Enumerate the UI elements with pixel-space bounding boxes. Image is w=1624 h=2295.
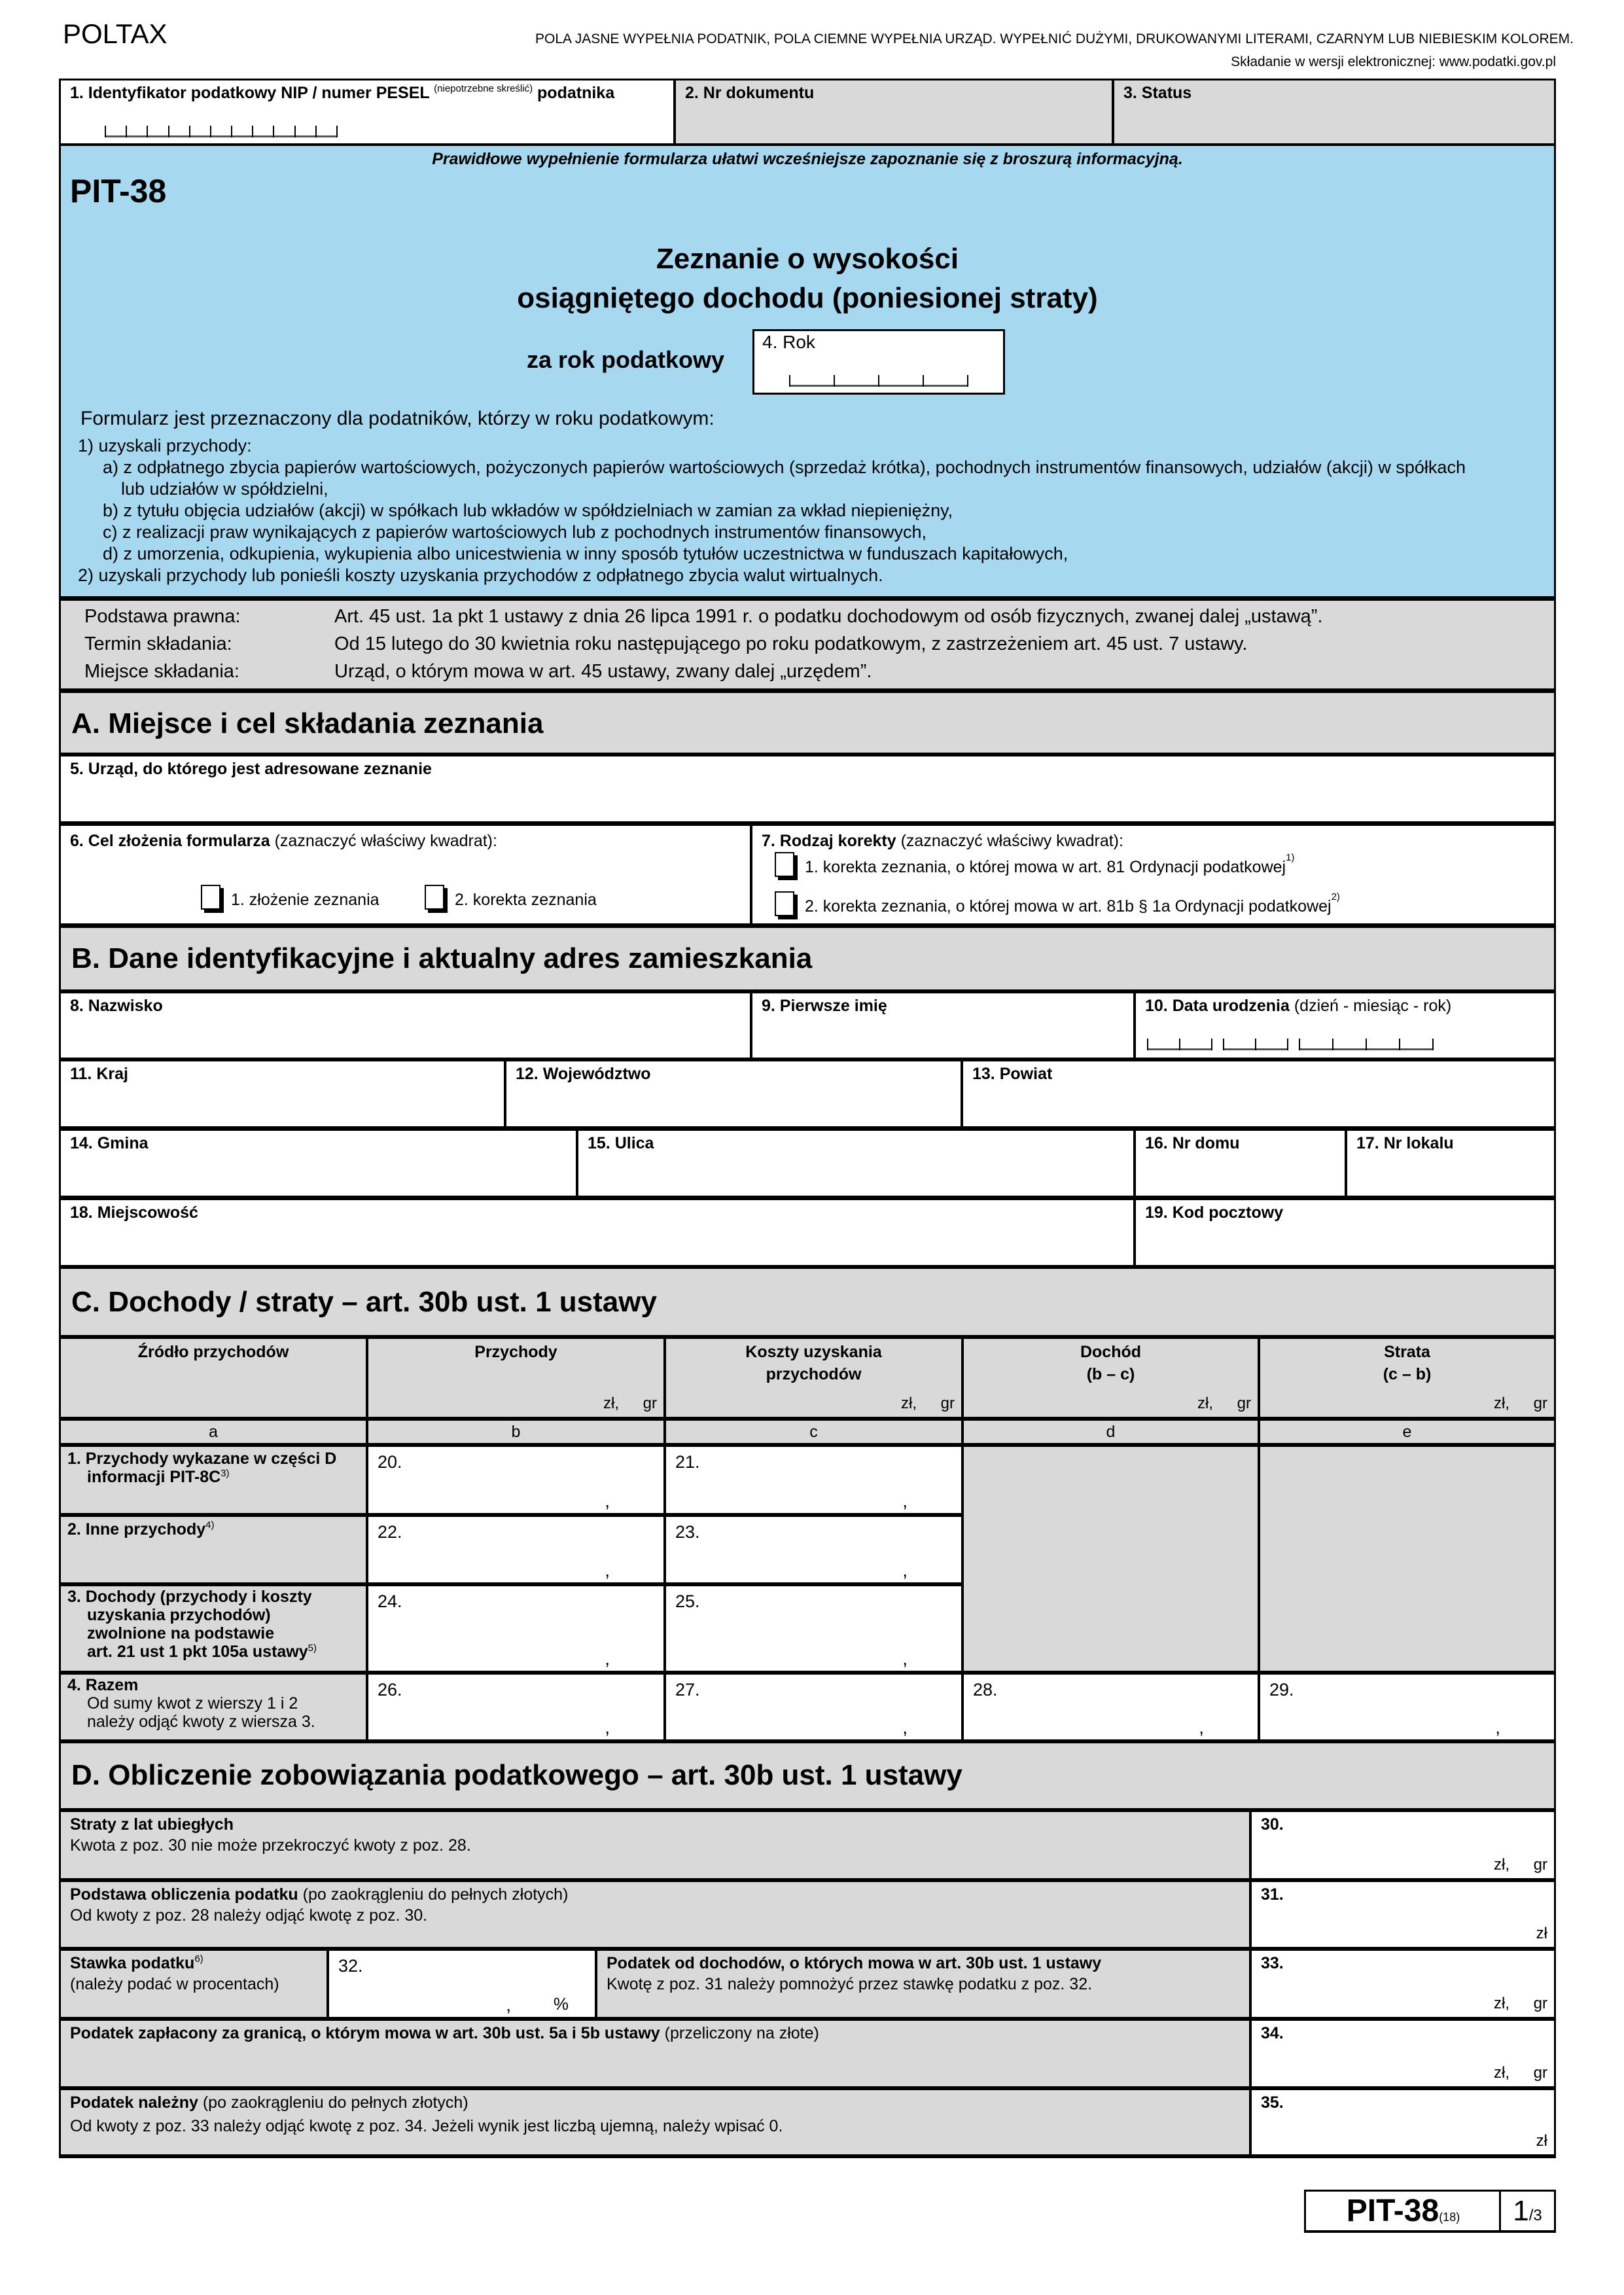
digit-divider xyxy=(336,126,338,137)
col-letter-e: e xyxy=(1258,1417,1556,1445)
field-16-house-number[interactable] xyxy=(1134,1127,1347,1198)
digit-divider xyxy=(1399,1039,1400,1050)
digit-divider xyxy=(1287,1039,1288,1050)
field-22[interactable]: 22. , xyxy=(366,1513,665,1584)
field-35[interactable]: 35. zł xyxy=(1250,2086,1556,2158)
option-filing[interactable]: 1. złożenie zeznania xyxy=(201,885,380,910)
field-7-correction-type xyxy=(750,822,1556,925)
field-13-county[interactable] xyxy=(961,1058,1556,1128)
form-title-line-1: Zeznanie o wysokości xyxy=(656,243,959,275)
col-letter-c: c xyxy=(664,1417,963,1445)
field-12-voivodeship[interactable] xyxy=(504,1058,962,1128)
field-11-country[interactable] xyxy=(59,1058,506,1128)
tax-year-label: za rok podatkowy xyxy=(527,346,725,373)
section-a-title: A. Miejsce i cel składania zeznania xyxy=(71,707,544,739)
field-3-status xyxy=(1112,79,1556,145)
fill-instructions: POLA JASNE WYPEŁNIA PODATNIK, POLA CIEMNE WYPEŁNIA URZĄD. WYPEŁNIĆ DUŻYMI, DRUKOWANYMI LITERAMI, CZARNYM LUB NIEBIESKIM KOLOREM. xyxy=(535,31,1574,46)
field-20[interactable]: 20. , xyxy=(366,1443,665,1515)
checkbox-icon[interactable] xyxy=(775,891,794,916)
field-28[interactable]: 28. , xyxy=(962,1671,1260,1741)
section-c-header xyxy=(59,1265,1556,1337)
field-15-street[interactable] xyxy=(576,1127,1135,1198)
purpose-item: lub udziałów w spółdzielni, xyxy=(121,479,328,499)
field-27[interactable]: 27. , xyxy=(664,1671,963,1741)
filing-place-label: Miejsce składania: xyxy=(84,661,239,682)
field-26[interactable]: 26. , xyxy=(366,1671,665,1741)
digit-divider xyxy=(1147,1039,1148,1050)
brand-logo: POLTAX xyxy=(63,18,168,49)
digit-divider xyxy=(168,126,169,137)
field-32-tax-rate[interactable]: 32. , % xyxy=(327,1947,597,2019)
section-c-title: C. Dochody / straty – art. 30b ust. 1 ustawy xyxy=(71,1286,657,1318)
col-header-costs: Koszty uzyskania przychodów zł, gr xyxy=(664,1335,963,1419)
field-9-label: 9. Pierwsze imię xyxy=(762,997,887,1015)
digit-divider xyxy=(315,126,317,137)
footer-form-id: PIT-38(18) xyxy=(1304,2190,1500,2233)
field-6-purpose xyxy=(59,822,752,925)
digit-divider xyxy=(273,126,274,137)
year-digit-grid xyxy=(790,376,968,387)
digit-divider xyxy=(1179,1039,1180,1050)
field-14-label: 14. Gmina xyxy=(70,1134,149,1152)
field-10-label: 10. Data urodzenia (dzień - miesiąc - rok) xyxy=(1145,997,1452,1015)
section-d-header xyxy=(59,1739,1556,1810)
field-17-apartment-number[interactable] xyxy=(1345,1127,1556,1198)
field-24[interactable]: 24. , xyxy=(366,1582,665,1673)
field-17-label: 17. Nr lokalu xyxy=(1356,1134,1454,1152)
option-correction-art-81[interactable]: 1. korekta zeznania, o której mowa w art. 81 Ordynacji podatkowej$^{1)}$ xyxy=(775,852,1294,877)
digit-divider xyxy=(1223,1039,1224,1050)
year-digit-grid xyxy=(1299,1039,1433,1050)
title-panel xyxy=(59,144,1556,598)
digit-divider xyxy=(1432,1039,1434,1050)
option-correction-art-81b[interactable]: 2. korekta zeznania, o której mowa w art. 81b § 1a Ordynacji podatkowej$^{2)}$ xyxy=(775,891,1340,916)
col-letter-d: d xyxy=(962,1417,1260,1445)
field-14-commune[interactable] xyxy=(59,1127,578,1198)
col-header-source: Źródło przychodów xyxy=(59,1335,368,1419)
field-8-label: 8. Nazwisko xyxy=(70,997,163,1015)
purpose-item: d) z umorzenia, odkupienia, wykupienia albo unicestwienia w inny sposób tytułów uczestnictwa w funduszach kapitałowych, xyxy=(103,544,1068,563)
col-header-loss: Strata (c – b) zł, gr xyxy=(1258,1335,1556,1419)
income-col-rows-1-3-shaded xyxy=(962,1443,1260,1673)
field-6-label: 6. Cel złożenia formularza (zaznaczyć właściwy kwadrat): xyxy=(70,832,497,850)
deadline-value: Od 15 lutego do 30 kwietnia roku następującego po roku podatkowym, z zastrzeżeniem art. 45 ust. 7 ustawy. xyxy=(334,633,1248,654)
section-a-header xyxy=(59,689,1556,755)
section-b-header xyxy=(59,924,1556,991)
purpose-item: b) z tytułu objęcia udziałów (akcji) w spółkach lub wkładów w spółdzielniach w zamian za wkład niepieniężny, xyxy=(103,501,953,520)
filing-place-value: Urząd, o którym mowa w art. 45 ustawy, zwany dalej „urzędem”. xyxy=(334,661,872,682)
checkbox-icon[interactable] xyxy=(775,852,794,877)
field-5-label: 5. Urząd, do którego jest adresowane zeznanie xyxy=(70,760,432,778)
legal-basis-label: Podstawa prawna: xyxy=(84,606,241,627)
row-2-label: 2. Inne przychody$^{4)}$ xyxy=(59,1513,368,1584)
deadline-label: Termin składania: xyxy=(84,633,232,654)
digit-divider xyxy=(105,126,106,137)
hint-text: Prawidłowe wypełnienie formularza ułatwi wcześniejsze zapoznanie się z broszurą informacyjną. xyxy=(432,150,1183,168)
field-7-label: 7. Rodzaj korekty (zaznaczyć właściwy kwadrat): xyxy=(762,832,1123,850)
digit-divider xyxy=(252,126,253,137)
form-title-line-2: osiągniętego dochodu (poniesionej straty) xyxy=(517,282,1098,314)
digit-divider xyxy=(147,126,148,137)
field-18-city[interactable] xyxy=(59,1196,1135,1267)
field-31[interactable]: 31. zł xyxy=(1250,1878,1556,1949)
field-15-label: 15. Ulica xyxy=(588,1134,654,1152)
field-11-label: 11. Kraj xyxy=(70,1065,128,1083)
field-8-surname[interactable] xyxy=(59,989,752,1059)
digit-divider xyxy=(1332,1039,1333,1050)
tax-rate-label: Stawka podatku$^{6)}$ (należy podać w procentach) xyxy=(59,1947,328,2019)
col-letter-a: a xyxy=(59,1417,368,1445)
checkbox-icon[interactable] xyxy=(201,885,221,910)
section-b-title: B. Dane identyfikacyjne i aktualny adres zamieszkania xyxy=(71,942,813,974)
digit-divider xyxy=(126,126,127,137)
row-4-label: 4. Razem Od sumy kwot z wierszy 1 i 2 należy odjąć kwoty z wiersza 3. xyxy=(59,1671,368,1741)
field-19-label: 19. Kod pocztowy xyxy=(1145,1203,1284,1222)
digit-divider xyxy=(878,375,879,387)
foreign-tax-label: Podatek zapłacony za granicą, o którym mowa w art. 30b ust. 5a i 5b ustawy (przeliczony na złote) xyxy=(59,2017,1251,2088)
field-4-label: 4. Rok xyxy=(762,332,815,352)
field-1-nip-pesel[interactable] xyxy=(59,79,675,145)
digit-divider xyxy=(231,126,232,137)
field-30[interactable]: 30. zł, gr xyxy=(1250,1808,1556,1880)
field-2-document-number xyxy=(674,79,1114,145)
col-header-income: Dochód (b – c) zł, gr xyxy=(962,1335,1260,1419)
option-correction[interactable]: 2. korekta zeznania xyxy=(425,885,597,910)
field-9-first-name[interactable] xyxy=(750,989,1135,1059)
field-19-postal-code[interactable] xyxy=(1134,1196,1556,1267)
field-21[interactable]: 21. , xyxy=(664,1443,963,1515)
col-header-revenue: Przychody zł, gr xyxy=(366,1335,665,1419)
purpose-item: 1) uzyskali przychody: xyxy=(78,436,252,455)
electronic-filing-note: Składanie w wersji elektronicznej: www.podatki.gov.pl xyxy=(1231,54,1556,69)
digit-divider xyxy=(923,375,924,387)
col-letter-b: b xyxy=(366,1417,665,1445)
digit-divider xyxy=(789,375,790,387)
field-23[interactable]: 23. , xyxy=(664,1513,963,1584)
losses-prior-years-label: Straty z lat ubiegłych Kwota z poz. 30 nie może przekroczyć kwoty z poz. 28. xyxy=(59,1808,1251,1880)
field-13-label: 13. Powiat xyxy=(972,1065,1053,1083)
field-29[interactable]: 29. , xyxy=(1258,1671,1556,1741)
loss-col-rows-1-3-shaded xyxy=(1258,1443,1556,1673)
tax-due-label: Podatek należny (po zaokrągleniu do pełnych złotych) Od kwoty z poz. 33 należy odjąć kwotę z poz. 34. Jeżeli wynik jest liczbą ujemną, należy wpisać 0. xyxy=(59,2086,1251,2158)
purpose-item: 2) uzyskali przychody lub ponieśli koszty uzyskania przychodów z odpłatnego zbycia walut wirtualnych. xyxy=(78,565,883,585)
legal-info-panel xyxy=(59,597,1556,690)
digit-divider xyxy=(1255,1039,1256,1050)
tax-on-income-label: Podatek od dochodów, o których mowa w art. 30b ust. 1 ustawy Kwotę z poz. 31 należy pomnożyć przez stawkę podatku z poz. 32. xyxy=(595,1947,1251,2019)
field-18-label: 18. Miejscowość xyxy=(70,1203,198,1222)
field-4-year[interactable] xyxy=(752,329,1005,395)
form-code: PIT-38 xyxy=(70,173,167,209)
day-digit-grid xyxy=(1148,1039,1212,1050)
digit-divider xyxy=(210,126,211,137)
purpose-intro: Formularz jest przeznaczony dla podatników, którzy w roku podatkowym: xyxy=(80,408,715,429)
footer-page-number: 1/3 xyxy=(1499,2190,1556,2233)
field-25[interactable]: 25. , xyxy=(664,1582,963,1673)
digit-divider xyxy=(967,375,968,387)
field-33[interactable]: 33. zł, gr xyxy=(1250,1947,1556,2019)
field-16-label: 16. Nr domu xyxy=(1145,1134,1240,1152)
digit-divider xyxy=(834,375,835,387)
purpose-item: a) z odpłatnego zbycia papierów wartościowych, pożyczonych papierów wartościowych (sprzedaż krótka), pochodnych instrumentów finansowych, udziałów (akcji) w spółkach xyxy=(103,457,1466,477)
tax-base-label: Podstawa obliczenia podatku (po zaokrągleniu do pełnych złotych) Od kwoty z poz. 28 należy odjąć kwotę z poz. 30. xyxy=(59,1878,1251,1949)
field-5-tax-office[interactable] xyxy=(59,753,1556,823)
nip-digit-grid xyxy=(105,126,337,137)
field-34[interactable]: 34. zł, gr xyxy=(1250,2017,1556,2088)
field-1-label: 1. Identyfikator podatkowy NIP / numer PESEL $^{(niepotrzebne skreślić)}$ podatnika xyxy=(70,83,615,102)
field-10-birth-date[interactable] xyxy=(1134,989,1556,1059)
row-3-label: 3. Dochody (przychody i koszty uzyskania przychodów) zwolnione na podstawie art. 21 ust 1 pkt 105a ustawy$^{5)}$ xyxy=(59,1582,368,1673)
row-1-label: 1. Przychody wykazane w części D informacji PIT-$8C^{3)}$ xyxy=(59,1443,368,1515)
field-2-label: 2. Nr dokumentu xyxy=(685,84,815,102)
purpose-item: c) z realizacji praw wynikających z papierów wartościowych lub z pochodnych instrumentów finansowych, xyxy=(103,522,927,542)
month-digit-grid xyxy=(1224,1039,1288,1050)
digit-divider xyxy=(1211,1039,1212,1050)
digit-divider xyxy=(1299,1039,1300,1050)
purpose-list xyxy=(78,435,1466,586)
field-3-label: 3. Status xyxy=(1123,84,1192,102)
digit-divider xyxy=(294,126,296,137)
digit-divider xyxy=(189,126,190,137)
checkbox-icon[interactable] xyxy=(425,885,444,910)
digit-divider xyxy=(1366,1039,1367,1050)
legal-basis-value: Art. 45 ust. 1a pkt 1 ustawy z dnia 26 lipca 1991 r. o podatku dochodowym od osób fizycznych, zwanej dalej „ustawą”. xyxy=(334,606,1323,627)
field-12-label: 12. Województwo xyxy=(516,1065,651,1083)
section-d-title: D. Obliczenie zobowiązania podatkowego – art. 30b ust. 1 ustawy xyxy=(71,1759,962,1791)
